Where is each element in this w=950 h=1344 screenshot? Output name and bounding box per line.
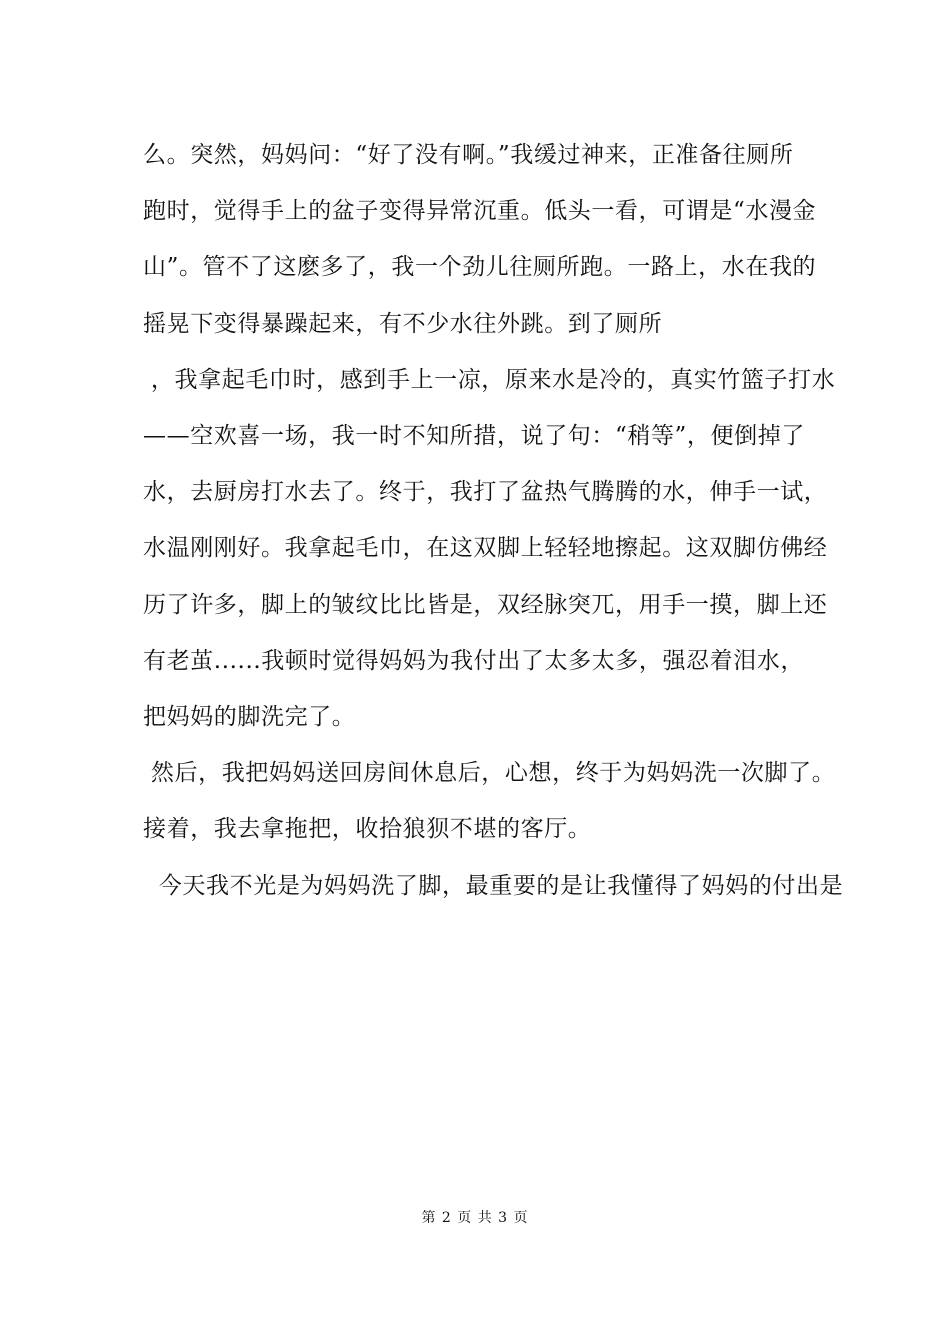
text-line: 水温刚刚好。我拿起毛巾，在这双脚上轻轻地擦起。这双脚仿佛经: [143, 535, 828, 561]
text-line: ——空欢喜一场，我一时不知所措，说了句：“稍等”，便倒掉了: [143, 423, 805, 449]
text-line: 摇晃下变得暴躁起来，有不少水往外跳。到了厕所: [143, 311, 663, 337]
text-line: 然后，我把妈妈送回房间休息后，心想，终于为妈妈洗一次脚了。: [143, 760, 836, 786]
text-line: 今天我不光是为妈妈洗了脚，最重要的是让我懂得了妈妈的付出是: [143, 873, 844, 899]
text-line: 水，去厨房打水去了。终于，我打了盆热气腾腾的水，伸手一试，: [143, 479, 828, 505]
text-line: 有老茧......我顿时觉得妈妈为我付出了太多太多，强忍着泪水，: [143, 648, 805, 674]
text-line: 山”。管不了这麽多了，我一个劲儿往厕所跑。一路上，水在我的: [143, 254, 817, 280]
page-footer: 第 2 页 共 3 页: [421, 1210, 529, 1226]
text-line: 接着，我去拿拖把，收拾狼狈不堪的客厅。: [143, 816, 592, 842]
text-line: 历了许多，脚上的皱纹比比皆是，双经脉突兀，用手一摸，脚上还: [143, 592, 828, 618]
text-line: ，我拿起毛巾时，感到手上一凉，原来水是冷的，真实竹篮子打水: [143, 367, 836, 393]
text-line: 把妈妈的脚洗完了。: [143, 704, 356, 730]
text-line: 跑时，觉得手上的盆子变得异常沉重。低头一看，可谓是“水漫金: [143, 198, 817, 224]
text-line: 么。突然，妈妈问：“好了没有啊。”我缓过神来，正准备往厕所: [143, 142, 794, 168]
